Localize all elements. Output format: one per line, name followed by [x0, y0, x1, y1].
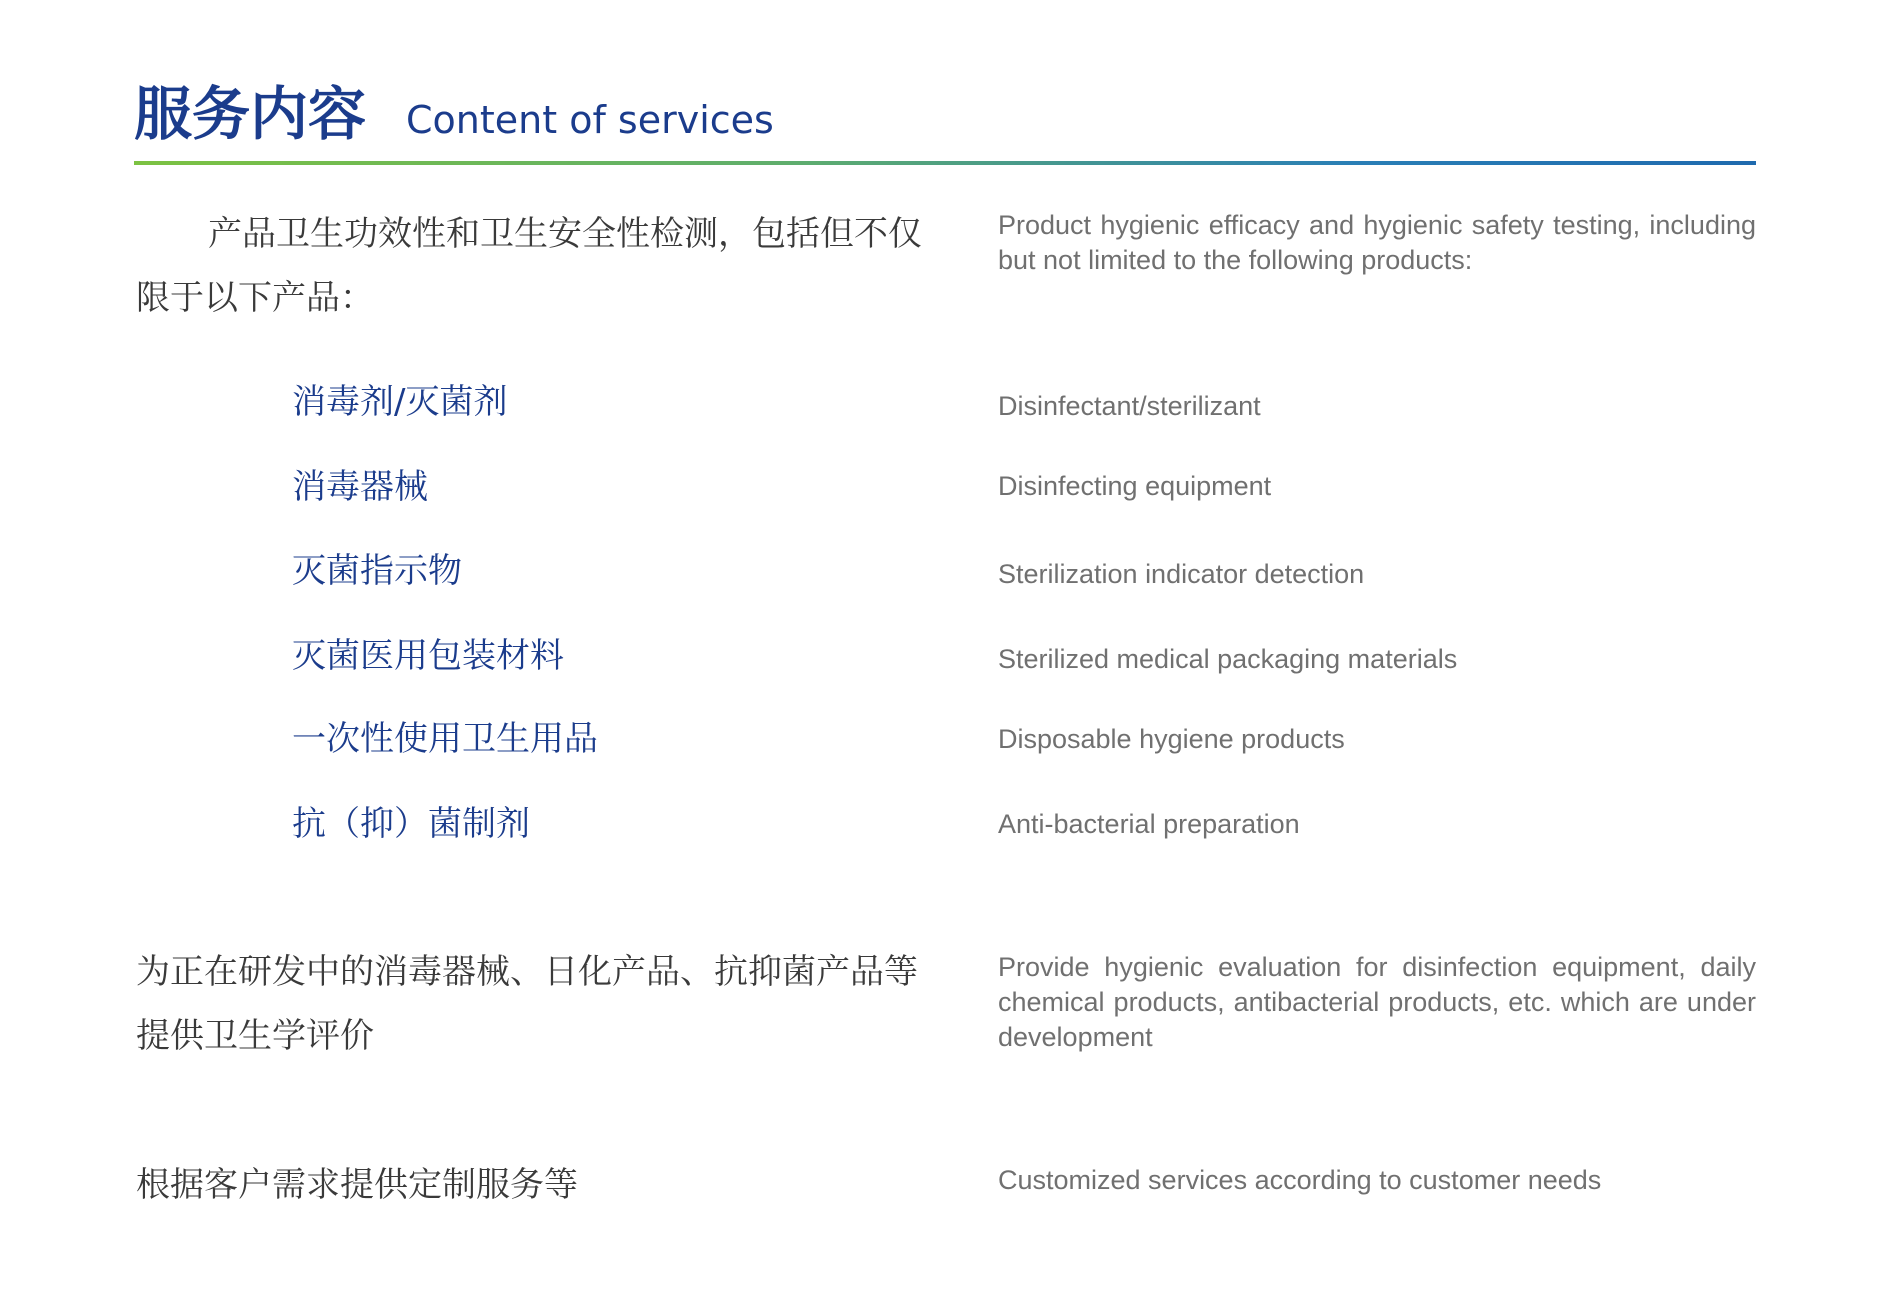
service-item-zh: 消毒器械: [292, 467, 428, 507]
service-item-en: Disinfecting equipment: [998, 471, 1272, 501]
page-header: [134, 74, 1756, 154]
intro-text-zh: 产品卫生功效性和卫生安全性检测，包括但不仅限于以下产品：: [136, 214, 922, 318]
custom-service-text-zh: 根据客户需求提供定制服务等: [136, 1165, 578, 1205]
service-item-en: Anti-bacterial preparation: [998, 809, 1300, 839]
service-item-zh: 一次性使用卫生用品: [292, 719, 598, 759]
service-item-zh: 灭菌医用包装材料: [292, 636, 564, 676]
service-item-en: Disposable hygiene products: [998, 724, 1345, 754]
custom-service-text-en: Customized services according to customer needs: [998, 1165, 1602, 1195]
title-divider: [134, 161, 1756, 165]
service-item-en: Disinfectant/sterilizant: [998, 391, 1261, 421]
page-title-en: Content of services: [406, 98, 774, 142]
service-item-zh: 抗（抑）菌制剂: [292, 804, 530, 844]
evaluation-text-zh: 为正在研发中的消毒器械、日化产品、抗抑菌产品等提供卫生学评价: [136, 952, 918, 1056]
evaluation-text-en: Provide hygienic evaluation for disinfection equipment, daily chemical products, antibacterial products, etc. which are under development: [998, 952, 1756, 1052]
service-item-en: Sterilized medical packaging materials: [998, 644, 1458, 674]
service-item-zh: 灭菌指示物: [292, 551, 462, 591]
service-item-zh: 消毒剂/灭菌剂: [292, 382, 508, 422]
service-item-en: Sterilization indicator detection: [998, 559, 1365, 589]
intro-text-en: Product hygienic efficacy and hygienic safety testing, including but not limited to the following products:: [998, 210, 1756, 275]
page-title-zh: 服务内容: [134, 80, 367, 148]
